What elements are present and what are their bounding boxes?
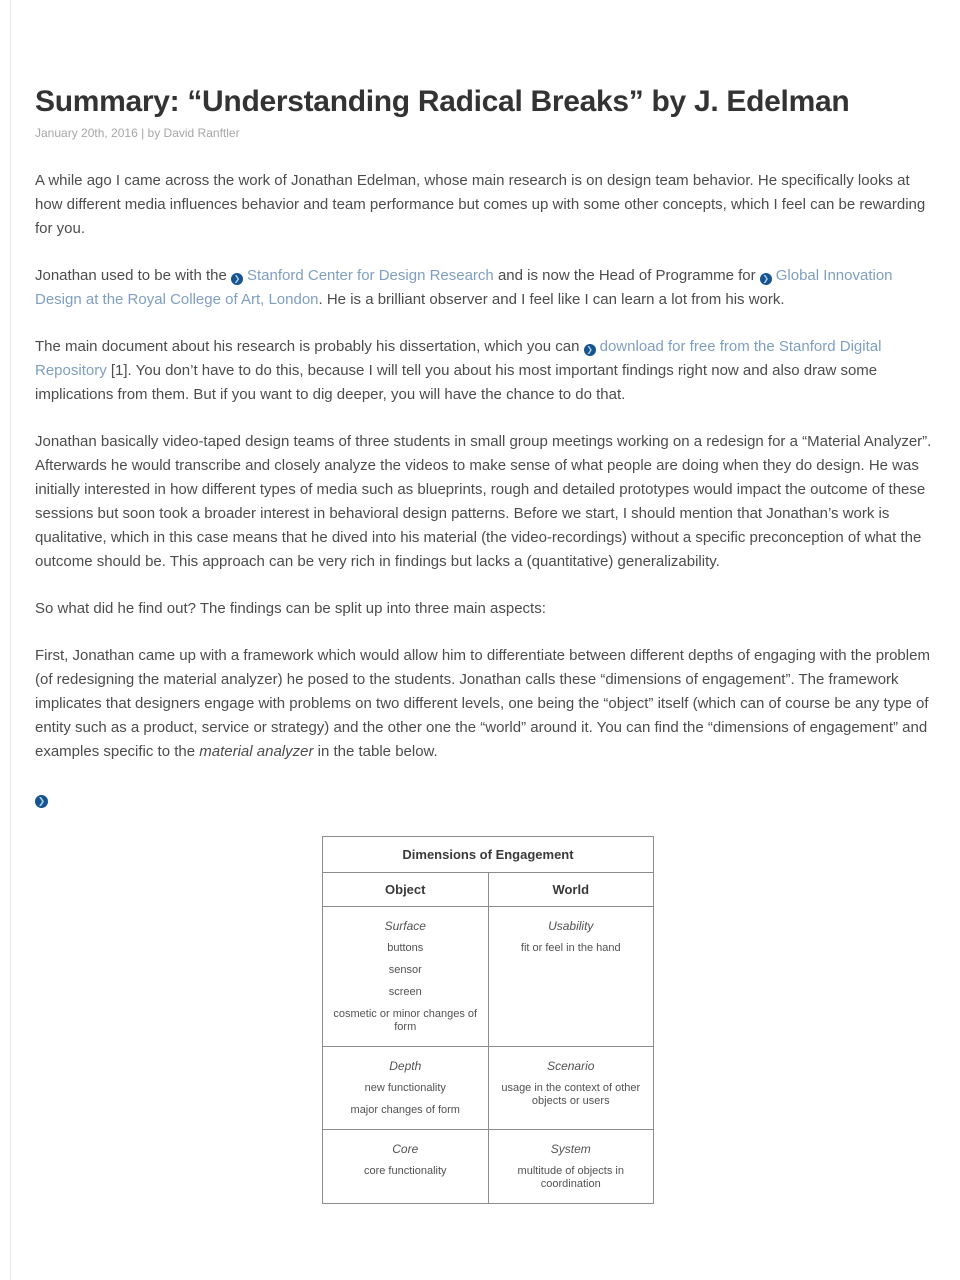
- article-content: [35, 84, 941, 1204]
- link-stanford-center[interactable]: [231, 267, 494, 284]
- paragraph-framework: [35, 644, 941, 764]
- cell-heading: Surface: [384, 919, 426, 933]
- table-header-row: [323, 873, 654, 907]
- cell-item: screen: [388, 986, 422, 998]
- arrow-right-circle-icon[interactable]: ❯: [35, 795, 48, 808]
- cell-depth: [323, 1047, 489, 1130]
- table-row: [323, 1047, 654, 1130]
- column-header-world: World: [488, 873, 654, 907]
- cell-heading: System: [550, 1142, 591, 1156]
- cell-item: multitude of objects in coordination: [517, 1165, 624, 1190]
- cell-heading: Scenario: [547, 1059, 595, 1073]
- cell-item: buttons: [387, 942, 424, 954]
- emphasized-term: material analyzer: [199, 743, 314, 760]
- cell-item: major changes of form: [350, 1104, 460, 1116]
- text-run: [1]. You don’t have to do this, because I will tell you about his most important findings right now and also draw some implications from them. But if you want to dig deeper, you will have the chance to do that.: [35, 362, 878, 403]
- cell-heading: Depth: [389, 1059, 422, 1073]
- arrow-right-circle-icon[interactable]: ❯: [231, 273, 243, 285]
- text-run: and is now the Head of Programme for: [493, 267, 760, 284]
- paragraph-intro: [35, 169, 941, 241]
- text-run: A while ago I came across the work of Jonathan Edelman, whose main research is on design team behavior. He specifically looks at how different media influences behavior and team performance but comes up with some other concepts, which I feel can be rewarding for you.: [35, 172, 926, 237]
- cell-item: core functionality: [363, 1165, 447, 1177]
- paragraph-affiliations: [35, 264, 941, 312]
- cell-item: usage in the context of other objects or users: [501, 1082, 641, 1107]
- byline: January 20th, 2016 | by David Ranftler: [35, 126, 240, 140]
- dimensions-of-engagement-table: [322, 836, 654, 1204]
- column-header-object: Object: [323, 873, 489, 907]
- table-row: [323, 1130, 654, 1204]
- cell-usability: [488, 907, 654, 1047]
- cell-surface: [323, 907, 489, 1047]
- link-anchor[interactable]: [35, 790, 52, 807]
- cell-core: [323, 1130, 489, 1204]
- page-left-border: [10, 0, 11, 1280]
- text-run: . He is a brilliant observer and I feel like I can learn a lot from his work.: [318, 291, 785, 308]
- table-title-row: [323, 837, 654, 873]
- cell-item: new functionality: [364, 1082, 446, 1094]
- cell-item: sensor: [388, 964, 422, 976]
- text-run: So what did he find out? The findings can be split up into three main aspects:: [35, 600, 546, 617]
- paragraph-dissertation: [35, 335, 941, 407]
- page-title: Summary: “Understanding Radical Breaks” by J. Edelman: [35, 85, 850, 118]
- standalone-link-row: [35, 790, 941, 808]
- table-title: Dimensions of Engagement: [323, 837, 654, 873]
- cell-system: [488, 1130, 654, 1204]
- cell-heading: Usability: [548, 919, 594, 933]
- cell-item: fit or feel in the hand: [520, 942, 621, 954]
- paragraph-findings-lead: [35, 597, 941, 621]
- cell-heading: Core: [392, 1142, 419, 1156]
- table-row: [323, 907, 654, 1047]
- cell-scenario: [488, 1047, 654, 1130]
- arrow-right-circle-icon[interactable]: ❯: [760, 273, 772, 285]
- text-run: Jonathan used to be with the: [35, 267, 231, 284]
- text-run: in the table below.: [313, 743, 438, 760]
- link-label[interactable]: Stanford Center for Design Research: [246, 267, 494, 284]
- text-run: The main document about his research is probably his dissertation, which you can: [35, 338, 584, 355]
- text-run: First, Jonathan came up with a framework which would allow him to differentiate between different depths of engaging with the problem (of redesigning the material analyzer) he posed to the students. Jonathan calls these “dimensions of engagement”. The framework implicates that designers engage with problems on two different levels, one being the “object” itself (which can of course be any type of entity such as a product, service or strategy) and the other one the “world” around it. You can find the “dimensions of engagement” and examples specific to the: [35, 647, 930, 760]
- arrow-right-circle-icon[interactable]: ❯: [584, 344, 596, 356]
- text-run: Jonathan basically video-taped design teams of three students in small group meetings working on a redesign for a “Material Analyzer”. Afterwards he would transcribe and closely analyze the videos to make sense of what people are doing when they do design. He was initially interested in how different types of media such as blueprints, rough and detailed prototypes would impact the outcome of these sessions but soon took a broader interest in behavioral design patterns. Before we start, I should mention that Jonathan’s work is qualitative, which in this case means that he dived into his material (the video-recordings) without a specific preconception of what the outcome should be. This approach can be very rich in findings but lacks a (quantitative) generalizability.: [35, 433, 932, 570]
- paragraph-methodology: [35, 430, 941, 574]
- link-label[interactable]: Global Innovation Design at the Royal College of Art, London: [35, 267, 893, 308]
- cell-item: cosmetic or minor changes of form: [333, 1008, 478, 1033]
- link-label[interactable]: download for free from the Stanford Digital Repository: [35, 338, 882, 379]
